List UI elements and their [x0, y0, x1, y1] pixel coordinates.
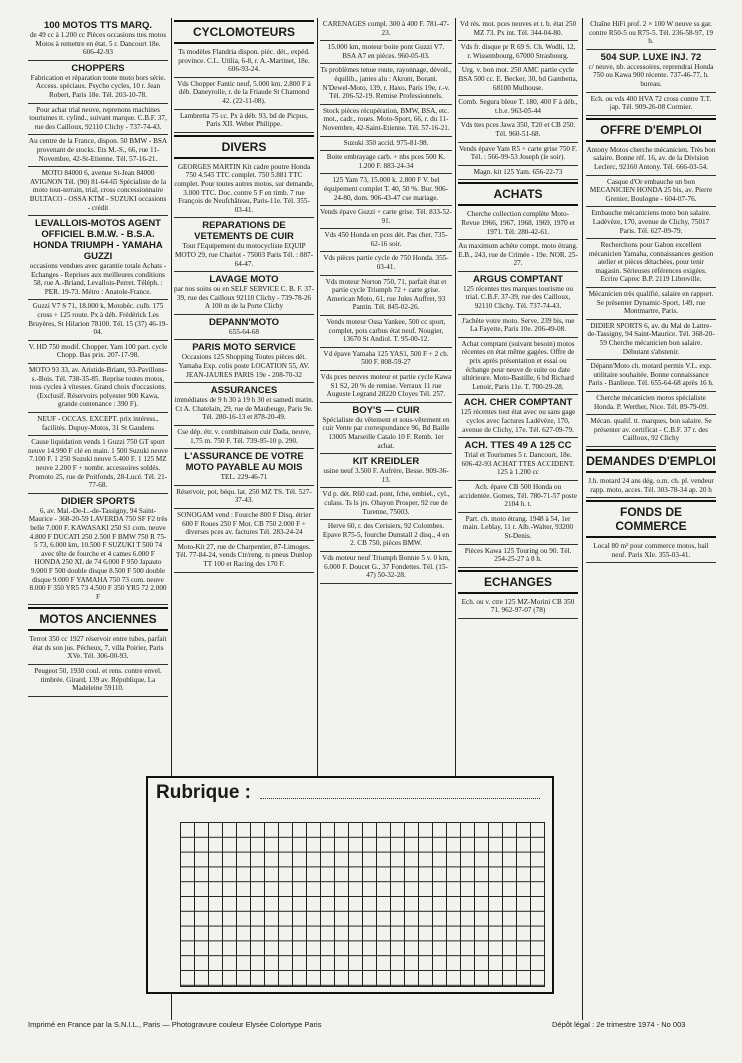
- ad-text: Vds ttes pces Jawa 350, T20 et CB 250. Tél. 960-51-68.: [460, 121, 576, 138]
- classified-ad: [320, 348, 452, 371]
- classified-ad: [320, 137, 452, 152]
- classified-ad: [586, 360, 716, 392]
- classified-ad: [458, 338, 578, 396]
- classified-ad: [28, 494, 168, 606]
- ad-text: MOTO 84000 6, avenue St-Jean 84000 AVIGNON Tél. (90) 81-64-65 Spécialiste de la moto tout-terrain, trial, cross concessionnaire BULTACO - OSSA KTM - SUZUKI occasions - crédit: [29, 169, 167, 212]
- ad-text: J'achète votre moto. Serve, 239 bis, rue La Fayette, Paris 10e. 206-49-08.: [461, 316, 575, 334]
- classified-ad: [174, 340, 314, 383]
- ad-text: Stock pièces récupération, BMW, BSA, etc. mot., cadr., roues. Moto-Sport, 66, r. du 11-Novembre, 42-Saint-Etienne. Tél. 57-16-21.: [322, 106, 450, 132]
- classified-ad: [458, 240, 578, 272]
- classified-ad: [320, 105, 452, 137]
- classified-ad: [458, 481, 578, 513]
- ad-text: Herve 60, r. des Cerisiers, 92 Colombes. Epave R75-5, fourche Dunstall 2 disq., 4 en 2. CB 750, pièces BMW.: [322, 522, 450, 548]
- ad-text: Embauche mécaniciens moto bon salaire. Ladévèze, 170, avenue de Clichy, 75017 Paris. Tél. 627-09-79.: [591, 209, 711, 235]
- classified-ad: [586, 540, 716, 563]
- classified-ad: [458, 272, 578, 315]
- classified-ad: [28, 436, 168, 494]
- classified-ad: [458, 41, 578, 64]
- classified-ad: [174, 161, 314, 219]
- ad-text: Dépann'Moto ch. motard permis V.L. exp. utilitaire souhaitée. Bonne connaissance Paris - Banlieue. Tél. 655-64-68 après 16 h.: [588, 362, 714, 388]
- ad-text: Vends épave Yam R5 + carte grise 750 F. Tél. : 566-99-53 Joseph (le soir).: [458, 144, 578, 162]
- column-3: [320, 18, 452, 584]
- classified-ad: [458, 395, 578, 438]
- ad-text: Part. ch. moto étrang. 1948 à 54, 1er main. Leblay, 11 r. Alb.-Walter, 93200 St-Denis.: [462, 514, 574, 540]
- ad-text: Spécialiste du vêtement et sous-vêtement en cuir Vente par correspondance 96, Bd Baille 13005 Marseille Catalo 10 F. Remb. 1er achat.: [322, 415, 450, 450]
- column-4: [458, 18, 578, 619]
- ad-headline: 504 SUP. LUXE INJ. 72: [600, 51, 702, 63]
- classified-ad: [28, 135, 168, 167]
- ad-text: 6, av. Mal.-De-L.-de-Tassigny, 94 Saint-Maurice - 368-20-59 LAVERDA 750 SF F2 très belle 7.000 F. KAWASAKI 250 S1 com. neuve 4.800 F DUCATI 250 2.500 F BMW 750 R 75-5 73, 6.000 km, 10.500 F SUZUKI T 500 74 avec tête de fourche et 4 cames 6.000 F HONDA 250 XL de 74 6.000 F 950 Japauto 9.000 F 500 double disque 8.500 F 500 double disque 9.000 F YAMAHA 750 73 com. neuve 8.000 F 350 YR5 73 4.500 F 350 YR5 72 2.000 F: [28, 506, 168, 601]
- ad-text: Ts problèmes tenue route, rayonnage, dévoil., équilib., jantes alu : Akront, Borani. N'Dewel-Moto, 139, r. Haxo, Paris 19e, r.-v. Tél. 206-52-19. Remise Professionnels.: [320, 66, 452, 101]
- ad-text: Terrot 350 cc 1927 réservoir entre tubes, parfait état ds son jus. Pécheux, 7, villa Poirier, Paris XVe. Tél. 306-00-93.: [29, 635, 167, 661]
- classified-ad: [458, 166, 578, 181]
- ad-text: Vds fr. disque pr R 69 S. Ch. Wodli, 12, r. Wissembourg, 67000 Strasbourg.: [460, 43, 576, 60]
- classified-ad: [458, 119, 578, 142]
- classified-ad: [320, 403, 452, 454]
- classified-ad: [586, 288, 716, 320]
- ad-text: Chaîne HiFi prof. 2 × 100 W neuve ss gar. contre R50-5 ou R75-5. Tél. 236-58-97, 19 h.: [589, 20, 713, 46]
- column-divider: [317, 18, 318, 778]
- ad-text: Vends moteur Ossa Yankee, 500 cc sport, complet, pots carbus état neuf. Nougier, 13670 St Andiol. T. 95-00-12.: [326, 318, 446, 344]
- classified-ad: [320, 252, 452, 275]
- ad-headline: ACH. TTES 49 A 125 CC: [464, 440, 572, 452]
- classified-ad: [586, 207, 716, 239]
- ad-text: J.h. motard 24 ans dég. o.m. ch. pl. vendeur rapp. moto, acces. Tél. 303-78-34 ap. 20 h: [588, 476, 714, 494]
- ad-text: Antony Motos cherche mécanicien. Très bon salaire. Bonne réf. 16, av. de la Division Leclerc, 92160 Antony. Tél. 666-03-54.: [586, 145, 716, 171]
- classified-ad: [320, 276, 452, 316]
- classified-ad: [586, 18, 716, 50]
- printer-credit: Imprimé en France par la S.N.I.L., Paris — Photogravure couleur Elysée Colortype Paris: [28, 1020, 322, 1029]
- ad-text: Vds Chopper Fantic neuf, 5.000 km. 2.800 F à déb. Daneyrolle, r. de la Friaude St Chamond 42. (22-11-08).: [177, 79, 311, 105]
- ad-headline: LEVALLOIS-MOTOS AGENT OFFICIEL B.M.W. - B.S.A. HONDA TRIUMPH - YAMAHA GUZZI: [33, 218, 163, 263]
- ad-text: Ach. épave CB 500 Honda ou accidentée. Gomes, Tél. 780-71-57 poste 2104 h. t.: [459, 482, 577, 509]
- classified-ad: [458, 315, 578, 338]
- legal-deposit: Dépôt légal : 2e trimestre 1974 - No 003: [552, 1020, 686, 1029]
- ad-text: Lambretta 75 cc. Px à déb. 93, bd de Picpus, Paris XII. Weber Philippe.: [180, 111, 308, 129]
- ad-headline: CHOPPERS: [71, 62, 125, 74]
- ad-text: Au maximum achète compt. moto étrang. E.B., 243, rue de Crimée - 19e. NOR. 25-27.: [458, 242, 578, 268]
- ad-headline: BOY'S — CUIR: [352, 404, 420, 416]
- classified-ad: [320, 316, 452, 348]
- column-1: [28, 18, 168, 697]
- ad-text: Vds 450 Honda en pces dét. Pas cher. 735-62-16 soir.: [324, 231, 448, 248]
- classified-ad: [586, 415, 716, 447]
- classified-ad: [458, 64, 578, 96]
- section-heading: CYCLOMOTEURS: [174, 20, 314, 44]
- classified-ad: [458, 596, 578, 619]
- classified-ad: [458, 96, 578, 119]
- ad-text: MOTO 93 33, av. Aristide-Briant, 93-Pavillons-s.-Bois. Tél. 738-35-85. Reprise toutes motos, tous cycles à vitesses. Grand choix d'occasions. (Exclusif. Réservoirs polyester 900 Kawa, grande contenance : 390 F).: [29, 366, 167, 409]
- ad-text: 15.000 km, moteur boite pont Guzzi V7. BSA A7 en pièces. 960-05-03.: [327, 43, 445, 60]
- ad-text: occasions vendues avec garantie totale Achats - Echanges - Reprises aux meilleures conditions 58, rue A.-Briand, Levallois-Perret. Téléph. : PER. 19-73. Métro : Anatole-France.: [29, 262, 167, 296]
- ad-text: NEUF - OCCAS. EXCEPT. prix intéress., facilités. Dupuy-Motos, 31 St Gaudens: [37, 415, 159, 432]
- ad-text: Moto-Kit 27, rue de Charpentier, 87-Limoges. Tél. 77-84-24, vends Ctr/reng. ts pneus Dunlop TT 100 et Racing des 170 F.: [176, 542, 312, 568]
- section-heading: MOTOS ANCIENNES: [28, 607, 168, 631]
- classified-ad: [28, 300, 168, 340]
- classified-ad: [586, 93, 716, 116]
- classified-ad: [174, 541, 314, 573]
- ad-text: CARENAGES compl. 300 à 400 F. 781-47-23.: [322, 20, 450, 37]
- ad-headline: KIT KREIDLER: [352, 456, 420, 468]
- ad-text: Vd épave Yamaha 125 YAS1, 500 F + 2 ch. 500 F. 808-59-27: [323, 349, 449, 367]
- ad-text: Mécan. qualif. tt. marques, bon salaire. Se présenter av. certificat - C.B.F. 37 r. des Cailloux, 92 Clichy: [590, 417, 712, 443]
- classified-ad: [458, 208, 578, 240]
- ad-text: Suzuki 350 accid. 975-81-98.: [343, 138, 429, 147]
- classified-ad: [586, 320, 716, 360]
- ad-text: Comb. Segura bleue T. 180, 400 F à déb., t.b.e. 963-05-44: [458, 98, 578, 115]
- classified-ad: [320, 229, 452, 252]
- ad-text: Trial et Tourismes 5 r. Dancourt, 18e. 606-42-93 ACHAT TTES ACCIDENT. 125 à 1.200 cc: [461, 451, 575, 477]
- section-heading: OFFRE D'EMPLOI: [586, 118, 716, 142]
- ad-text: TEL. 229-46-71: [220, 473, 268, 482]
- ad-text: Ech. ou vds 400 HVA 72 cross contre T.T. jap. Tél. 909-26-08 Cormier.: [590, 94, 712, 112]
- classified-ad: [174, 46, 314, 78]
- classified-ad: [174, 218, 314, 272]
- classified-ad: [174, 78, 314, 110]
- ad-text: Urg. v. bon mot. 250 AMC partie cycle BSA 500 cc. E. Becker, 30, bd Gambetta, 68100 Mulhouse.: [458, 66, 578, 92]
- ad-text: 125 récentes ttes marques tourisme ou trial. C.B.F. 37-39, rue des Cailloux, 92110 Clichy. Tél. 737-74-43.: [463, 284, 573, 311]
- classified-ad: [174, 426, 314, 449]
- classified-ad: [458, 438, 578, 481]
- classified-ad: [320, 41, 452, 64]
- ad-text: Au centre de la France, dispon. 50 BMW - BSA provenant de stocks. Ets M.-S., 66, rue 11-Novembre, 42-St-Etienne. Tél. 57-16-21.: [28, 137, 168, 163]
- ad-text: 125 récentes tout état avec ou sans gage cyclos avec factures Ladévèze, 170, avenue de Clichy, 17e. Tél. 627-09-79.: [460, 408, 576, 434]
- column-5: [586, 18, 716, 563]
- classified-ad: [320, 371, 452, 403]
- ad-headline: DIDIER SPORTS: [61, 495, 135, 507]
- ad-text: c/ neuve, nb. accessoires, reprendrai Honda 750 ou Kawa 900 récente. 737-46-77, h. bureau.: [588, 62, 714, 88]
- ad-text: V. HD 750 modif. Chopper. Yam 100 part. cycle Chopp. Bas prix. 207-17-98.: [28, 342, 168, 360]
- ad-text: Ech. ou v. ctre 125 MZ-Morini CB 350 71. 962-97-07 (78): [461, 597, 575, 615]
- ad-headline: PARIS MOTO SERVICE: [192, 342, 296, 354]
- classified-ad: [174, 272, 314, 315]
- classified-ad: [28, 341, 168, 364]
- classified-ad: [320, 174, 452, 206]
- ad-text: usine neuf 3.500 F. Aufrère, Besse. 909-36-13.: [323, 467, 449, 484]
- ad-text: Vd p. dét. R60 cad. pont, fche, embiel., cyl., culass. Ts ls jrs. Ohayon Prosper, 92 rue de Turenne, 75003.: [322, 490, 450, 516]
- ad-headline: ACH. CHER COMPTANT: [463, 397, 573, 409]
- ad-text: Vends épave Guzzi + carte grise. Tél. 833-52-91.: [320, 208, 452, 225]
- classified-ad: [174, 315, 314, 341]
- classified-ad: [586, 475, 716, 498]
- ad-text: Mécanicien très qualifié, salaire en rapport. Se présenter Dynamic-Sport, 149, rue Montmartre, Paris.: [588, 290, 714, 316]
- ad-text: Casque d'Or embauche un bon MECANICIEN HONDA 25 bis, av. Pierre Grenier, Boulogne - 604-07-76.: [589, 177, 713, 203]
- section-heading: DIVERS: [174, 135, 314, 159]
- classified-ad: [458, 513, 578, 545]
- ad-headline: ARGUS COMPTANT: [472, 273, 564, 285]
- section-heading: DEMANDES D'EMPLOI: [586, 449, 716, 473]
- ad-text: Tout l'Equipement du motocycliste EQUIP MOTO 29, rue Charlot - 75003 Paris Tél. : 887-64-47.: [174, 242, 314, 268]
- ad-text: Ts modèles Flandria dispon. pièc. dét., expéd. province. C.L. Utilia, 6-8, r. A.-Martinet, 18e. 606-93-24.: [178, 48, 310, 74]
- rubrique-form[interactable]: [146, 776, 554, 994]
- ad-text: Achat comptant (suivant besoin) motos récentes en état même gagées. Offre de prix après présentation et essai ou échange pour neuve de suite ou date ultérieure. Moto-Bastille, 6 bd Richard Lenoir, Paris 11e. T. 700-29-28.: [461, 339, 575, 391]
- classified-ad: [458, 18, 578, 41]
- letter-grid[interactable]: [180, 822, 545, 987]
- classified-ad: [28, 413, 168, 436]
- ad-text: DIDIER SPORTS 6, av. du Mal de Lattre-de-Tassigny, 94 Saint-Maurice. Tél. 368-20-59 Cherche mécanicien bon salaire. Débutant s'abstenir.: [587, 321, 715, 356]
- classified-ad: [458, 143, 578, 166]
- ad-text: GEORGES MARTIN Kit cadre poutre Honda 750 4.545 TTC complet. 750 5.881 TTC complet. Pour toutes autres motos, sur demande, 3.000 TTC. Doc. contre 5 F en timb. 7 rue François de Neufchâteau, Paris-11e. Tél. 355-03-41.: [174, 162, 314, 214]
- ad-text: Cherche collection complète Moto-Revue 1966, 1967, 1968, 1969, 1970 et 1971. Tél. 280-42-61.: [461, 210, 575, 236]
- ad-text: 125 Yam 73, 15.000 k. 2.800 F V. bel équipement complet T. 40, 50 %. Bur. 906-24-80, dom. 906-43-47 cse mariage.: [323, 176, 449, 202]
- column-2: [174, 18, 314, 573]
- classified-ad: [458, 545, 578, 568]
- section-heading: ACHATS: [458, 182, 578, 206]
- classified-ad: [174, 110, 314, 133]
- ad-text: Cse dép. étr. v. combinaison cuir Dada, neuve, 1,75 m. 750 F. Tél. 739-95-10 p. 290.: [177, 428, 311, 445]
- ad-text: Magn. kit 125 Yam. 656-22-73: [473, 167, 563, 176]
- classified-ad: [586, 392, 716, 415]
- classified-ad: [174, 383, 314, 426]
- ad-text: Fabrication et réparation toute moto hors série. Access. spéciaux. Psycho cycles, 10 r. Jean Robert, Paris 18e. Tél. 203-10-78.: [30, 73, 166, 99]
- ad-text: 655-64-68: [229, 327, 259, 336]
- classified-ad: [320, 206, 452, 229]
- ad-text: Recherchons pour Gabon excellent mécanicien Yamaha, connaissances gestion atelier et pièces détachées, pour tenir magasin. Sérieuses références exigées. Ecrire Caprec B.P. 2119 Libreville.: [588, 241, 714, 284]
- ad-text: par nos soins ou en SELF SERVICE C. B. F. 37-39, rue des Cailloux 92110 Clichy - 739-78-26 A 100 m de la Porte Clichy: [174, 285, 315, 311]
- classified-ad: [586, 144, 716, 176]
- classified-ad: [320, 454, 452, 488]
- classified-ad: [320, 520, 452, 552]
- ad-text: Pièces Kawa 125 Touring ou 90. Tél. 254-25-27 à 8 h.: [464, 546, 572, 564]
- classified-ad: [28, 167, 168, 216]
- column-divider: [582, 18, 583, 1020]
- classified-ad: [28, 61, 168, 104]
- ad-text: Vd rés. mot. pces neuves et t. b. état 250 MZ 73. Px int. Tél. 344-04-80.: [459, 20, 577, 37]
- ad-text: Vds pces neuves moteur et partie cycle Kawa S1 S2, 20 % de remise. Verraux 11 rue Auguste Legrand 28220 Cloyes Tél. 257.: [320, 373, 452, 399]
- classified-ad: [586, 50, 716, 93]
- classified-ad: [320, 151, 452, 174]
- column-divider: [455, 18, 456, 778]
- classified-ad: [28, 216, 168, 300]
- classified-ad: [174, 486, 314, 509]
- classified-ad: [28, 18, 168, 61]
- ad-text: Boite embrayage carb. + nbs pces 500 K. 1.200 F. 883-24-34: [326, 153, 446, 170]
- classified-ad: [28, 104, 168, 136]
- ad-text: SONOGAM vend : Fourche 800 F Disq. étrier 600 F Roues 250 F Mot. CB 750 2.000 F + diverses pces av. factures Tél. 283-24-24: [177, 511, 311, 537]
- ad-text: Vds pièces partie cycle de 750 Honda. 355-03-41.: [323, 254, 449, 272]
- classified-ad: [586, 239, 716, 288]
- section-heading: ECHANGES: [458, 570, 578, 594]
- classified-ad: [174, 509, 314, 541]
- ad-text: Vds moteur Norton 750, 71, parfait état et partie cycle Triumph 72 + carte grise. American Moto, 61, rue Jules Auffret, 93 Pantin. Tél. 845-02-26.: [325, 277, 447, 312]
- ad-headline: ASSURANCES: [210, 385, 278, 397]
- ad-text: Peugeot 50, 1930 coul. et rens. contre envel. timbrée. Girard, 139 av. République, La Madeleine 59110.: [34, 667, 162, 693]
- classified-ad: [28, 633, 168, 665]
- ad-headline: LAVAGE MOTO: [209, 274, 279, 286]
- classified-ad: [320, 64, 452, 104]
- ad-text: Réservoir, pot, béqu. lat. 250 MZ TS. Tél. 527-37-43.: [176, 487, 312, 505]
- ad-text: Pour achat trial neuve, reprenons machines tourismes tt. cylind., suivant marque. C.B.F. 37, rue des Cailloux, 92110 Clichy - 737-74-43.: [29, 105, 167, 131]
- ad-text: immédiates de 9 h 30 à 19 h 30 et samedi matin. Ct A. Chatelain, 29, rue de Maubeuge, Paris 9e. Tél. 280-16-13 et 878-20-49.: [174, 396, 314, 422]
- ad-text: Local 80 m² pour commerce motos, bail neuf. Paris XIe. 355-03-41.: [593, 542, 709, 559]
- rubrique-input-line[interactable]: [260, 798, 540, 799]
- rubrique-label: Rubrique :: [156, 782, 251, 803]
- ad-text: Occasions 125 Shopping Toutes pièces dét. Yamaha Exp. colis poste LOCATION 55, AV. JEAN-JAURES PARIS 19e - 208-70-32: [178, 353, 310, 379]
- classified-ad: [28, 364, 168, 413]
- classified-ad: [320, 552, 452, 584]
- ad-text: Vds moteur neuf Triumph Bonnie 5 v. 0 km, 6.000 F. Doucet G., 37 Fondettes. Tél. (15-47) 50-32-28.: [322, 553, 450, 580]
- ad-headline: REPARATIONS DE VETEMENTS DE CUIR: [194, 220, 294, 243]
- ad-text: Cause liquidation vends 1 Guzzi 750 GT sport neuve 14.990 F clé en main. 1 500 Suzuki neuve 7.100 F. 1 250 Suzuki neuve 5.400 F. 1 125 MZ neuve 2.200 F + nombr. accessoires soldés. Promoto 25, rue de Poitfonds, 28-Lucé. Tél. 21-77-68.: [28, 438, 168, 490]
- ad-text: Guzzi V7 S 71, 18.000 k, Motobéc. culb. 175 cross + 125 route. Px à déb. Frédérick Les Bruyères, St Hilarion 78100. Tél. 15 (37) 46-19-04.: [28, 302, 168, 337]
- classified-ad: [586, 176, 716, 208]
- ad-headline: L'ASSURANCE DE VOTRE MOTO PAYABLE AU MOIS: [184, 451, 304, 474]
- ad-headline: 100 MOTOS TTS MARQ.: [43, 20, 153, 31]
- classified-ad: [320, 488, 452, 520]
- ad-text: Cherche mécanicien motos spécialiste Honda. P. Werther, Nice. Tél. 89-79-09.: [593, 394, 709, 411]
- classified-ad: [28, 665, 168, 697]
- section-heading: FONDS DE COMMERCE: [586, 500, 716, 538]
- classified-ad: [174, 449, 314, 486]
- ad-text: de 49 cc à 1.200 cc Pièces occasions ttes motos Motos à remettre en état. 5 r. Dancourt 18e. 606-42-93: [29, 31, 167, 57]
- classified-ad: [320, 18, 452, 41]
- ad-headline: DEPANN'MOTO: [209, 316, 279, 328]
